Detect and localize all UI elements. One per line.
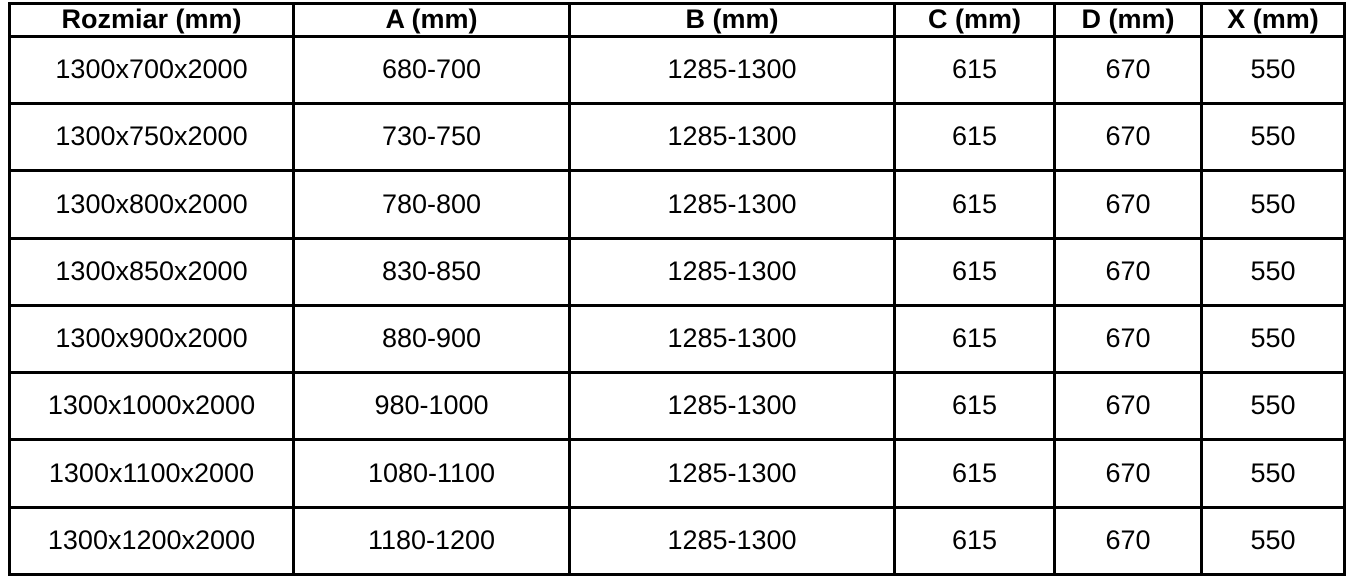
size-spec-table	[8, 2, 1346, 576]
table-row	[10, 373, 1345, 440]
column-header: A (mm)	[294, 4, 570, 37]
table-cell: 1080-1100	[294, 440, 570, 507]
table-cell: 1285-1300	[570, 373, 895, 440]
table-cell: 615	[895, 373, 1055, 440]
column-header: X (mm)	[1202, 4, 1345, 37]
table-cell: 830-850	[294, 238, 570, 305]
table-cell: 550	[1202, 373, 1345, 440]
table-cell: 615	[895, 440, 1055, 507]
table-cell: 880-900	[294, 305, 570, 372]
table-row	[10, 171, 1345, 238]
column-header: B (mm)	[570, 4, 895, 37]
table-cell: 1285-1300	[570, 440, 895, 507]
table-cell: 670	[1055, 507, 1202, 574]
table-cell: 670	[1055, 373, 1202, 440]
table-cell: 1300x900x2000	[10, 305, 294, 372]
table-cell: 615	[895, 171, 1055, 238]
table-cell: 1300x750x2000	[10, 103, 294, 170]
table-cell: 615	[895, 507, 1055, 574]
table-cell: 670	[1055, 103, 1202, 170]
table-cell: 1300x800x2000	[10, 171, 294, 238]
table-cell: 1285-1300	[570, 171, 895, 238]
table-cell: 1300x1100x2000	[10, 440, 294, 507]
table-cell: 1285-1300	[570, 103, 895, 170]
table-cell: 1285-1300	[570, 507, 895, 574]
table-cell: 730-750	[294, 103, 570, 170]
table-cell: 550	[1202, 440, 1345, 507]
table-row	[10, 507, 1345, 574]
table-cell: 1300x700x2000	[10, 36, 294, 103]
column-header: D (mm)	[1055, 4, 1202, 37]
table-row	[10, 440, 1345, 507]
table-cell: 1285-1300	[570, 238, 895, 305]
table-cell: 615	[895, 103, 1055, 170]
table-cell: 615	[895, 238, 1055, 305]
table-cell: 615	[895, 36, 1055, 103]
table-row	[10, 305, 1345, 372]
table-row	[10, 238, 1345, 305]
table-cell: 670	[1055, 440, 1202, 507]
table-cell: 615	[895, 305, 1055, 372]
table-cell: 550	[1202, 305, 1345, 372]
table-cell: 550	[1202, 238, 1345, 305]
table-cell: 550	[1202, 507, 1345, 574]
table-cell: 670	[1055, 36, 1202, 103]
table-cell: 1300x1000x2000	[10, 373, 294, 440]
table-cell: 1180-1200	[294, 507, 570, 574]
table-cell: 980-1000	[294, 373, 570, 440]
table-cell: 550	[1202, 36, 1345, 103]
table-cell: 670	[1055, 171, 1202, 238]
column-header: Rozmiar (mm)	[10, 4, 294, 37]
table-cell: 780-800	[294, 171, 570, 238]
table-cell: 1300x1200x2000	[10, 507, 294, 574]
table-cell: 1285-1300	[570, 305, 895, 372]
table-cell: 670	[1055, 305, 1202, 372]
table-cell: 1285-1300	[570, 36, 895, 103]
table-cell: 670	[1055, 238, 1202, 305]
column-header: C (mm)	[895, 4, 1055, 37]
table-cell: 1300x850x2000	[10, 238, 294, 305]
table-body	[10, 36, 1345, 574]
header-row	[10, 4, 1345, 37]
table-cell: 550	[1202, 103, 1345, 170]
table-row	[10, 103, 1345, 170]
table-cell: 550	[1202, 171, 1345, 238]
table-row	[10, 36, 1345, 103]
table-cell: 680-700	[294, 36, 570, 103]
